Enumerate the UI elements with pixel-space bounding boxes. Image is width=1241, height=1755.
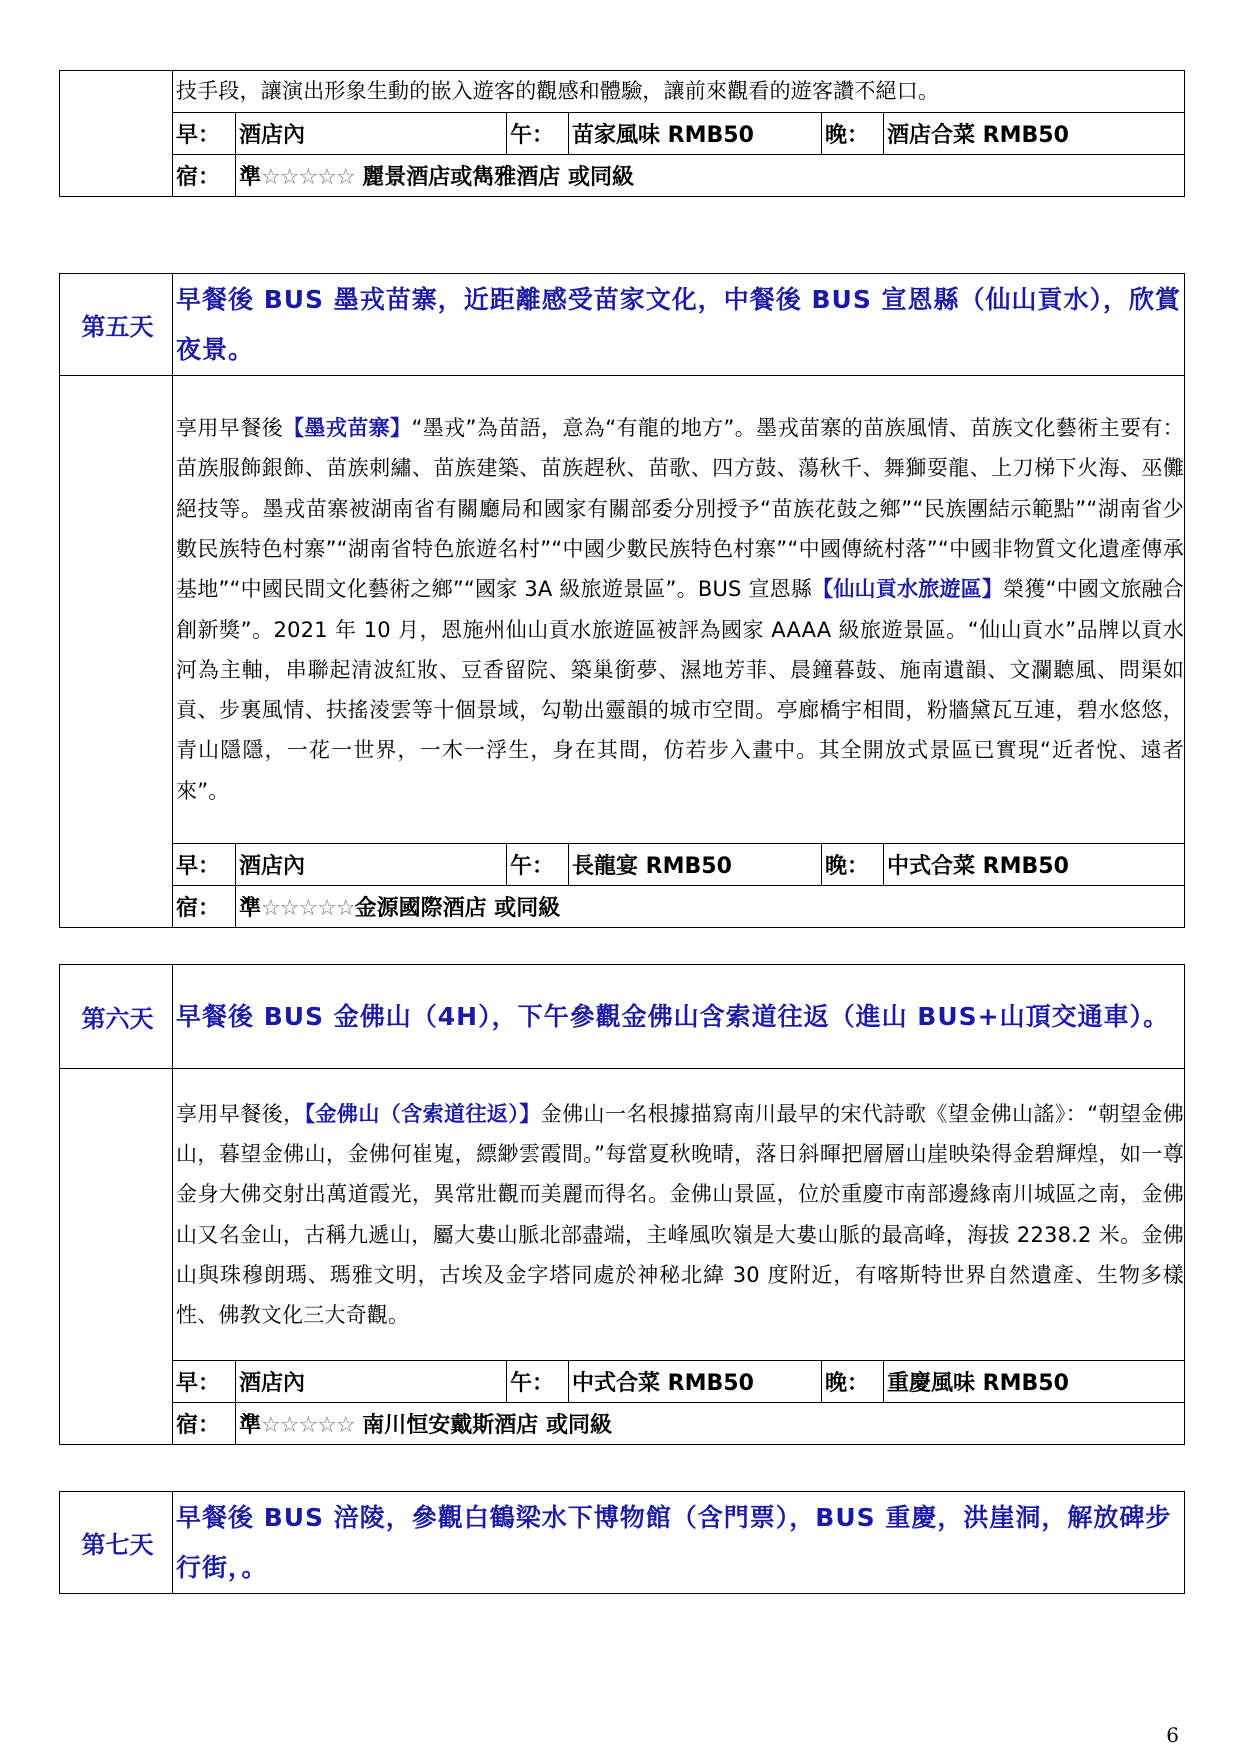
itinerary-text: 享用早餐後，【金佛山（含索道往返）】金佛山一名根據描寫南川最早的宋代詩歌《望金佛山謠》：“朝望金佛山，暮望金佛山，金佛何崔嵬，縹緲雲霞間。”每當夏秋晚晴，落日斜暉把層層山崖映染得金碧輝煌，如一尊金身大佛交射出萬道霞光，異常壯觀而美麗而得名。金佛山景區，位於重慶市南部邊緣南川城區之南，金佛山又名金山，古稱九遞山，屬大婁山脈北部盡端，主峰風吹嶺是大婁山脈的最高峰，海拔 2238.2 米。金佛山與珠穆朗瑪、瑪雅文明，古埃及金字塔同處於神秘北緯 30 度附近，有喀斯特世界自然遺產、生物多樣性、佛教文化三大奇觀。 — [173, 1069, 1185, 1361]
stay-label: 宿： — [173, 155, 236, 197]
day-label: 第六天 — [60, 965, 173, 1069]
day-label: 第五天 — [60, 274, 173, 376]
day6-table — [59, 964, 1185, 1445]
dinner-label: 晚： — [822, 1361, 884, 1403]
highlight-attraction: 【金佛山（含索道往返）】 — [304, 1101, 541, 1126]
stay-value: 準☆☆☆☆☆ 麗景酒店或雋雅酒店 或同級 — [236, 155, 1185, 197]
highlight-attraction: 【墨戎苗寨】 — [283, 416, 412, 441]
day-cell-empty — [60, 1069, 173, 1445]
star-rating: ☆☆☆☆☆ — [261, 1413, 355, 1438]
dinner-label: 晚： — [822, 844, 884, 886]
stay-label: 宿： — [173, 1403, 236, 1445]
day7-table — [59, 1491, 1185, 1594]
dinner-value: 酒店合菜 RMB50 — [884, 113, 1185, 155]
stay-value: 準☆☆☆☆☆金源國際酒店 或同級 — [236, 886, 1185, 928]
star-rating: ☆☆☆☆☆ — [261, 896, 355, 921]
highlight-attraction: 【仙山貢水旅遊區】 — [812, 577, 1004, 602]
breakfast-label: 早： — [173, 1361, 236, 1403]
day-title: 早餐後 BUS 涪陵，參觀白鶴梁水下博物館（含門票），BUS 重慶，洪崖洞，解放碑步行街，。 — [173, 1492, 1185, 1594]
stay-value: 準☆☆☆☆☆ 南川恒安戴斯酒店 或同級 — [236, 1403, 1185, 1445]
lunch-label: 午： — [507, 113, 569, 155]
stay-label: 宿： — [173, 886, 236, 928]
breakfast-value: 酒店內 — [236, 844, 507, 886]
breakfast-value: 酒店內 — [236, 1361, 507, 1403]
lunch-value: 長龍宴 RMB50 — [569, 844, 822, 886]
lunch-value: 中式合菜 RMB50 — [569, 1361, 822, 1403]
breakfast-value: 酒店內 — [236, 113, 507, 155]
day-cell-empty — [60, 71, 173, 197]
dinner-value: 中式合菜 RMB50 — [884, 844, 1185, 886]
itinerary-text: 享用早餐後【墨戎苗寨】“墨戎”為苗語，意為“有龍的地方”。墨戎苗寨的苗族風情、苗族文化藝術主要有：苗族服飾銀飾、苗族刺繡、苗族建築、苗族趕秋、苗歌、四方鼓、蕩秋千、舞獅耍龍、上刀梯下火海、巫儺絕技等。墨戎苗寨被湖南省有關廳局和國家有關部委分別授予“苗族花鼓之鄉”“民族團結示範點”“湖南省少數民族特色村寨”“湖南省特色旅遊名村”“中國少數民族特色村寨”“中國傳統村落”“中國非物質文化遺產傳承基地”“中國民間文化藝術之鄉”“國家 3A 級旅遊景區”。BUS 宣恩縣【仙山貢水旅遊區】榮獲“中國文旅融合創新獎”。2021 年 10 月，恩施州仙山貢水旅遊區被評為國家 AAAA 級旅遊景區。“仙山貢水”品牌以貢水河為主軸，串聯起清波紅妝、豆香留院、築巢銜夢、濕地芳菲、晨鐘暮鼓、施南遺韻、文瀾聽風、問渠如貢、步裏風情、扶搖淩雲等十個景域，勾勒出靈韻的城市空間。亭廊橋宇相間，粉牆黛瓦互連，碧水悠悠，青山隱隱，一花一世界，一木一浮生，身在其間，仿若步入畫中。其全開放式景區已實現“近者悅、遠者來”。 — [173, 376, 1185, 844]
itinerary-text: 技手段，讓演出形象生動的嵌入遊客的觀感和體驗，讓前來觀看的遊客讚不絕口。 — [173, 71, 1185, 113]
continuation-table — [59, 70, 1185, 197]
dinner-label: 晚： — [822, 113, 884, 155]
dinner-value: 重慶風味 RMB50 — [884, 1361, 1185, 1403]
lunch-value: 苗家風味 RMB50 — [569, 113, 822, 155]
day-title: 早餐後 BUS 墨戎苗寨，近距離感受苗家文化，中餐後 BUS 宣恩縣（仙山貢水），欣賞夜景。 — [173, 274, 1185, 376]
day5-table — [59, 273, 1185, 928]
page-number: 6 — [1166, 1723, 1179, 1747]
day-label: 第七天 — [60, 1492, 173, 1594]
star-rating: ☆☆☆☆☆ — [261, 165, 355, 190]
day-title: 早餐後 BUS 金佛山（4H），下午參觀金佛山含索道往返（進山 BUS+山頂交通車）。 — [173, 965, 1185, 1069]
lunch-label: 午： — [507, 844, 569, 886]
lunch-label: 午： — [507, 1361, 569, 1403]
breakfast-label: 早： — [173, 844, 236, 886]
day-cell-empty — [60, 376, 173, 928]
breakfast-label: 早： — [173, 113, 236, 155]
